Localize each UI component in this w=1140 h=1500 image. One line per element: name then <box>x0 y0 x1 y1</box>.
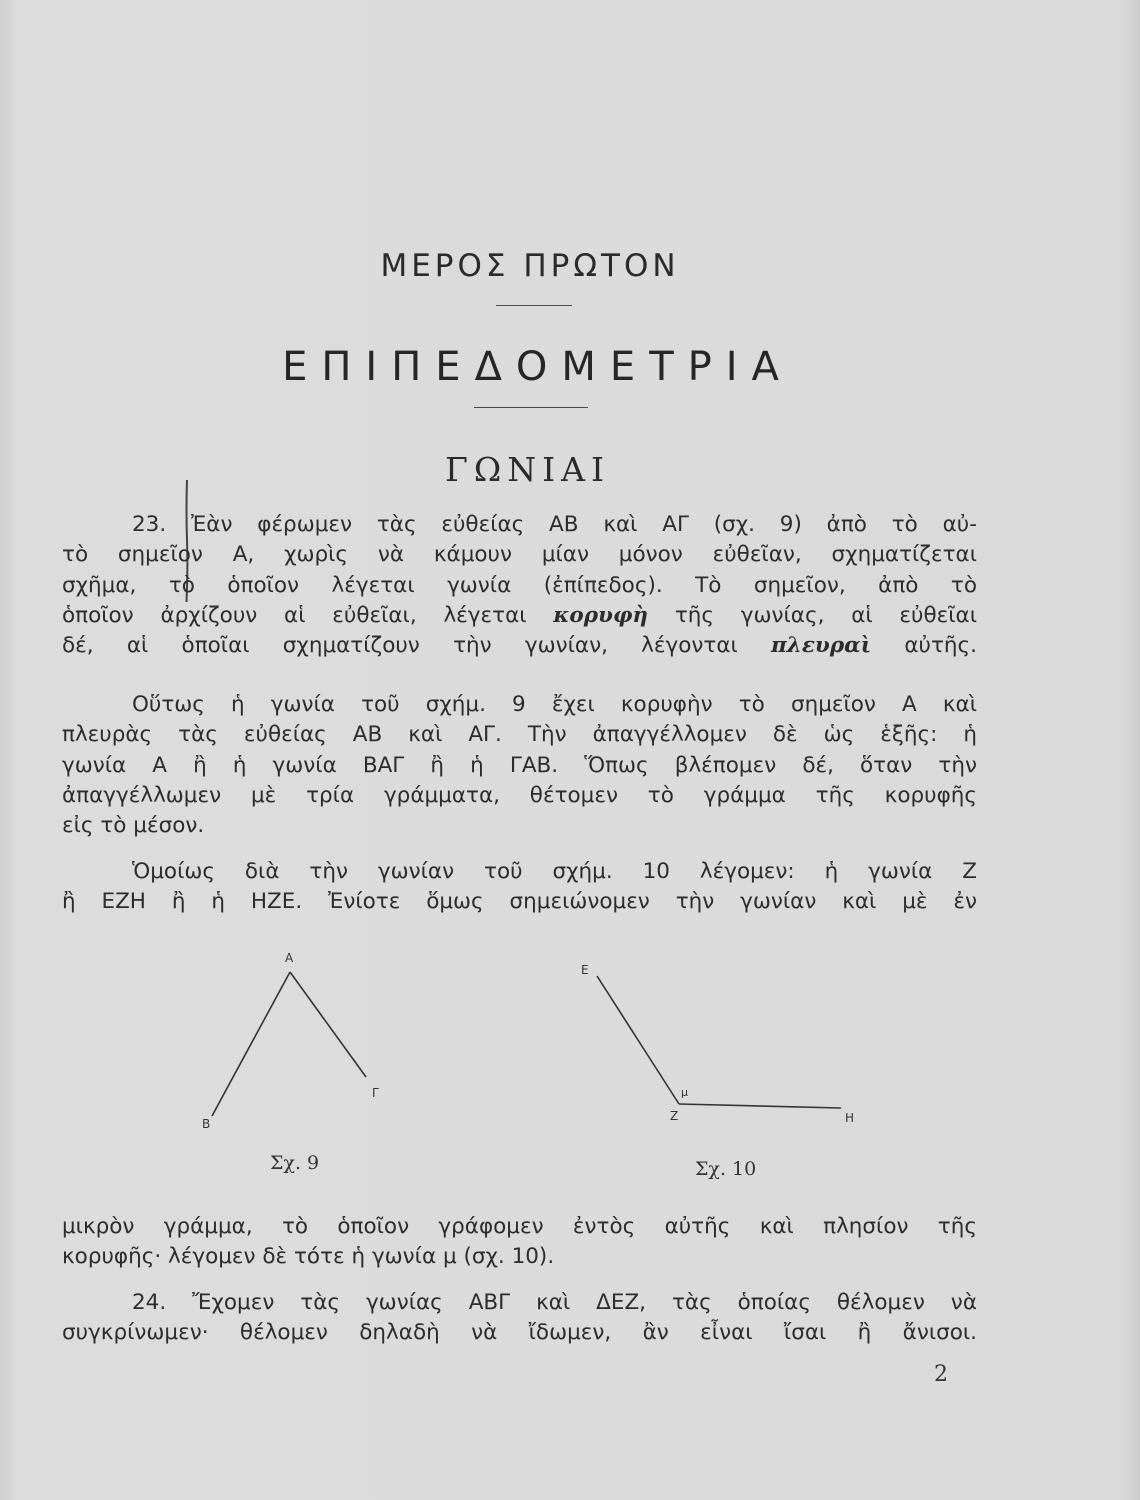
text-line: γωνία Α ἢ ἡ γωνία ΒΑΓ ἢ ἡ ΓΑΒ. Ὅπως βλέπομεν δέ, ὅταν τὴν <box>62 752 977 778</box>
emphasis-term: πλευραὶ <box>771 633 872 659</box>
label-h: Η <box>845 1111 855 1125</box>
label-b: Β <box>202 1117 211 1131</box>
paragraph-24 <box>62 1288 977 1349</box>
caption-fig9: Σχ. 9 <box>270 1152 320 1174</box>
paragraph-23 <box>62 510 977 661</box>
text-line: 23. Ἐὰν φέρωμεν τὰς εὐθείας ΑΒ καὶ ΑΓ (σχ. 9) ἀπὸ τὸ αὐ- <box>132 512 977 537</box>
side-ez <box>597 976 679 1104</box>
text-segment: δέ, αἱ ὁποῖαι σχηματίζουν τὴν γωνίαν, λέγονται <box>62 633 772 659</box>
label-z: Ζ <box>670 1109 679 1123</box>
label-e: Ε <box>581 963 589 977</box>
main-title: ΕΠΙΠΕΔΟΜΕΤΡΙΑ <box>282 344 793 390</box>
label-a: Α <box>285 951 294 965</box>
figure-9 <box>190 940 400 1140</box>
side-ab <box>212 972 290 1116</box>
text-line: τὸ σημεῖον Α, χωρὶς νὰ κάμουν μίαν μόνον εὐθεῖαν, σχηματίζεται <box>62 542 977 568</box>
text-line: ἢ ΕΖΗ ἢ ἡ ΗΖΕ. Ἐνίοτε ὅμως σημειώνομεν τὴν γωνίαν καὶ μὲ ἐν <box>62 889 977 915</box>
text-line: μικρὸν γράμμα, τὸ ὁποῖον γράφομεν ἐντὸς αὐτῆς καὶ πλησίον τῆς <box>62 1214 977 1239</box>
paragraph-outos <box>62 690 977 841</box>
title-divider-2 <box>474 407 588 408</box>
emphasis-term: κορυφὴ <box>553 602 649 628</box>
text-segment: τῆς γωνίας, αἱ εὐθεῖαι <box>648 602 977 628</box>
label-mu: μ <box>681 1086 688 1099</box>
text-line: πλευρὰς τὰς εὐθείας ΑΒ καὶ ΑΓ. Τὴν ἀπαγγέλλομεν δὲ ὡς ἑξῆς: ἡ <box>62 722 977 748</box>
text-line: σχῆμα, τὸ ὁποῖον λέγεται γωνία (ἐπίπεδος). Τὸ σημεῖον, ἀπὸ τὸ <box>62 572 977 598</box>
caption-fig10: Σχ. 10 <box>695 1158 757 1180</box>
text-line: ἀπαγγέλλωμεν μὲ τρία γράμματα, θέτομεν τὸ γράμμα τῆς κορυφῆς <box>62 782 977 808</box>
text-line: κορυφῆς· λέγομεν δὲ τότε ἡ γωνία μ (σχ. 10). <box>62 1244 555 1270</box>
paragraph-omoios <box>62 857 977 918</box>
text-line: Ὁμοίως διὰ τὴν γωνίαν τοῦ σχήμ. 10 λέγομεν: ἡ γωνία Ζ <box>132 859 977 884</box>
text-segment: αὐτῆς. <box>871 633 977 659</box>
text-line: 24. Ἔχομεν τὰς γωνίας ΑΒΓ καὶ ΔΕΖ, τὰς ὁποίας θέλομεν νὰ <box>132 1290 977 1315</box>
text-line <box>62 601 977 631</box>
page-number: 2 <box>934 1362 948 1387</box>
section-title: ΓΩΝΙΑΙ <box>444 450 611 489</box>
text-line <box>62 631 977 661</box>
figure-10 <box>575 958 865 1138</box>
label-g: Γ <box>372 1086 379 1100</box>
side-ag <box>290 972 366 1077</box>
text-line: Οὕτως ἡ γωνία τοῦ σχήμ. 9 ἔχει κορυφὴν τὸ σημεῖον Α καὶ <box>132 692 977 717</box>
paragraph-continuation <box>62 1212 977 1273</box>
text-line: συγκρίνωμεν· θέλομεν δηλαδὴ νὰ ἴδωμεν, ἂν εἶναι ἴσαι ἢ ἄνισοι. <box>62 1320 977 1346</box>
text-segment: ὁποῖον ἀρχίζουν αἱ εὐθεῖαι, λέγεται <box>62 602 554 628</box>
part-title: ΜΕΡΟΣ ΠΡΩΤΟΝ <box>380 248 680 284</box>
side-zh <box>679 1104 841 1108</box>
title-divider-1 <box>496 305 572 306</box>
text-line: εἰς τὸ μέσον. <box>62 813 205 839</box>
